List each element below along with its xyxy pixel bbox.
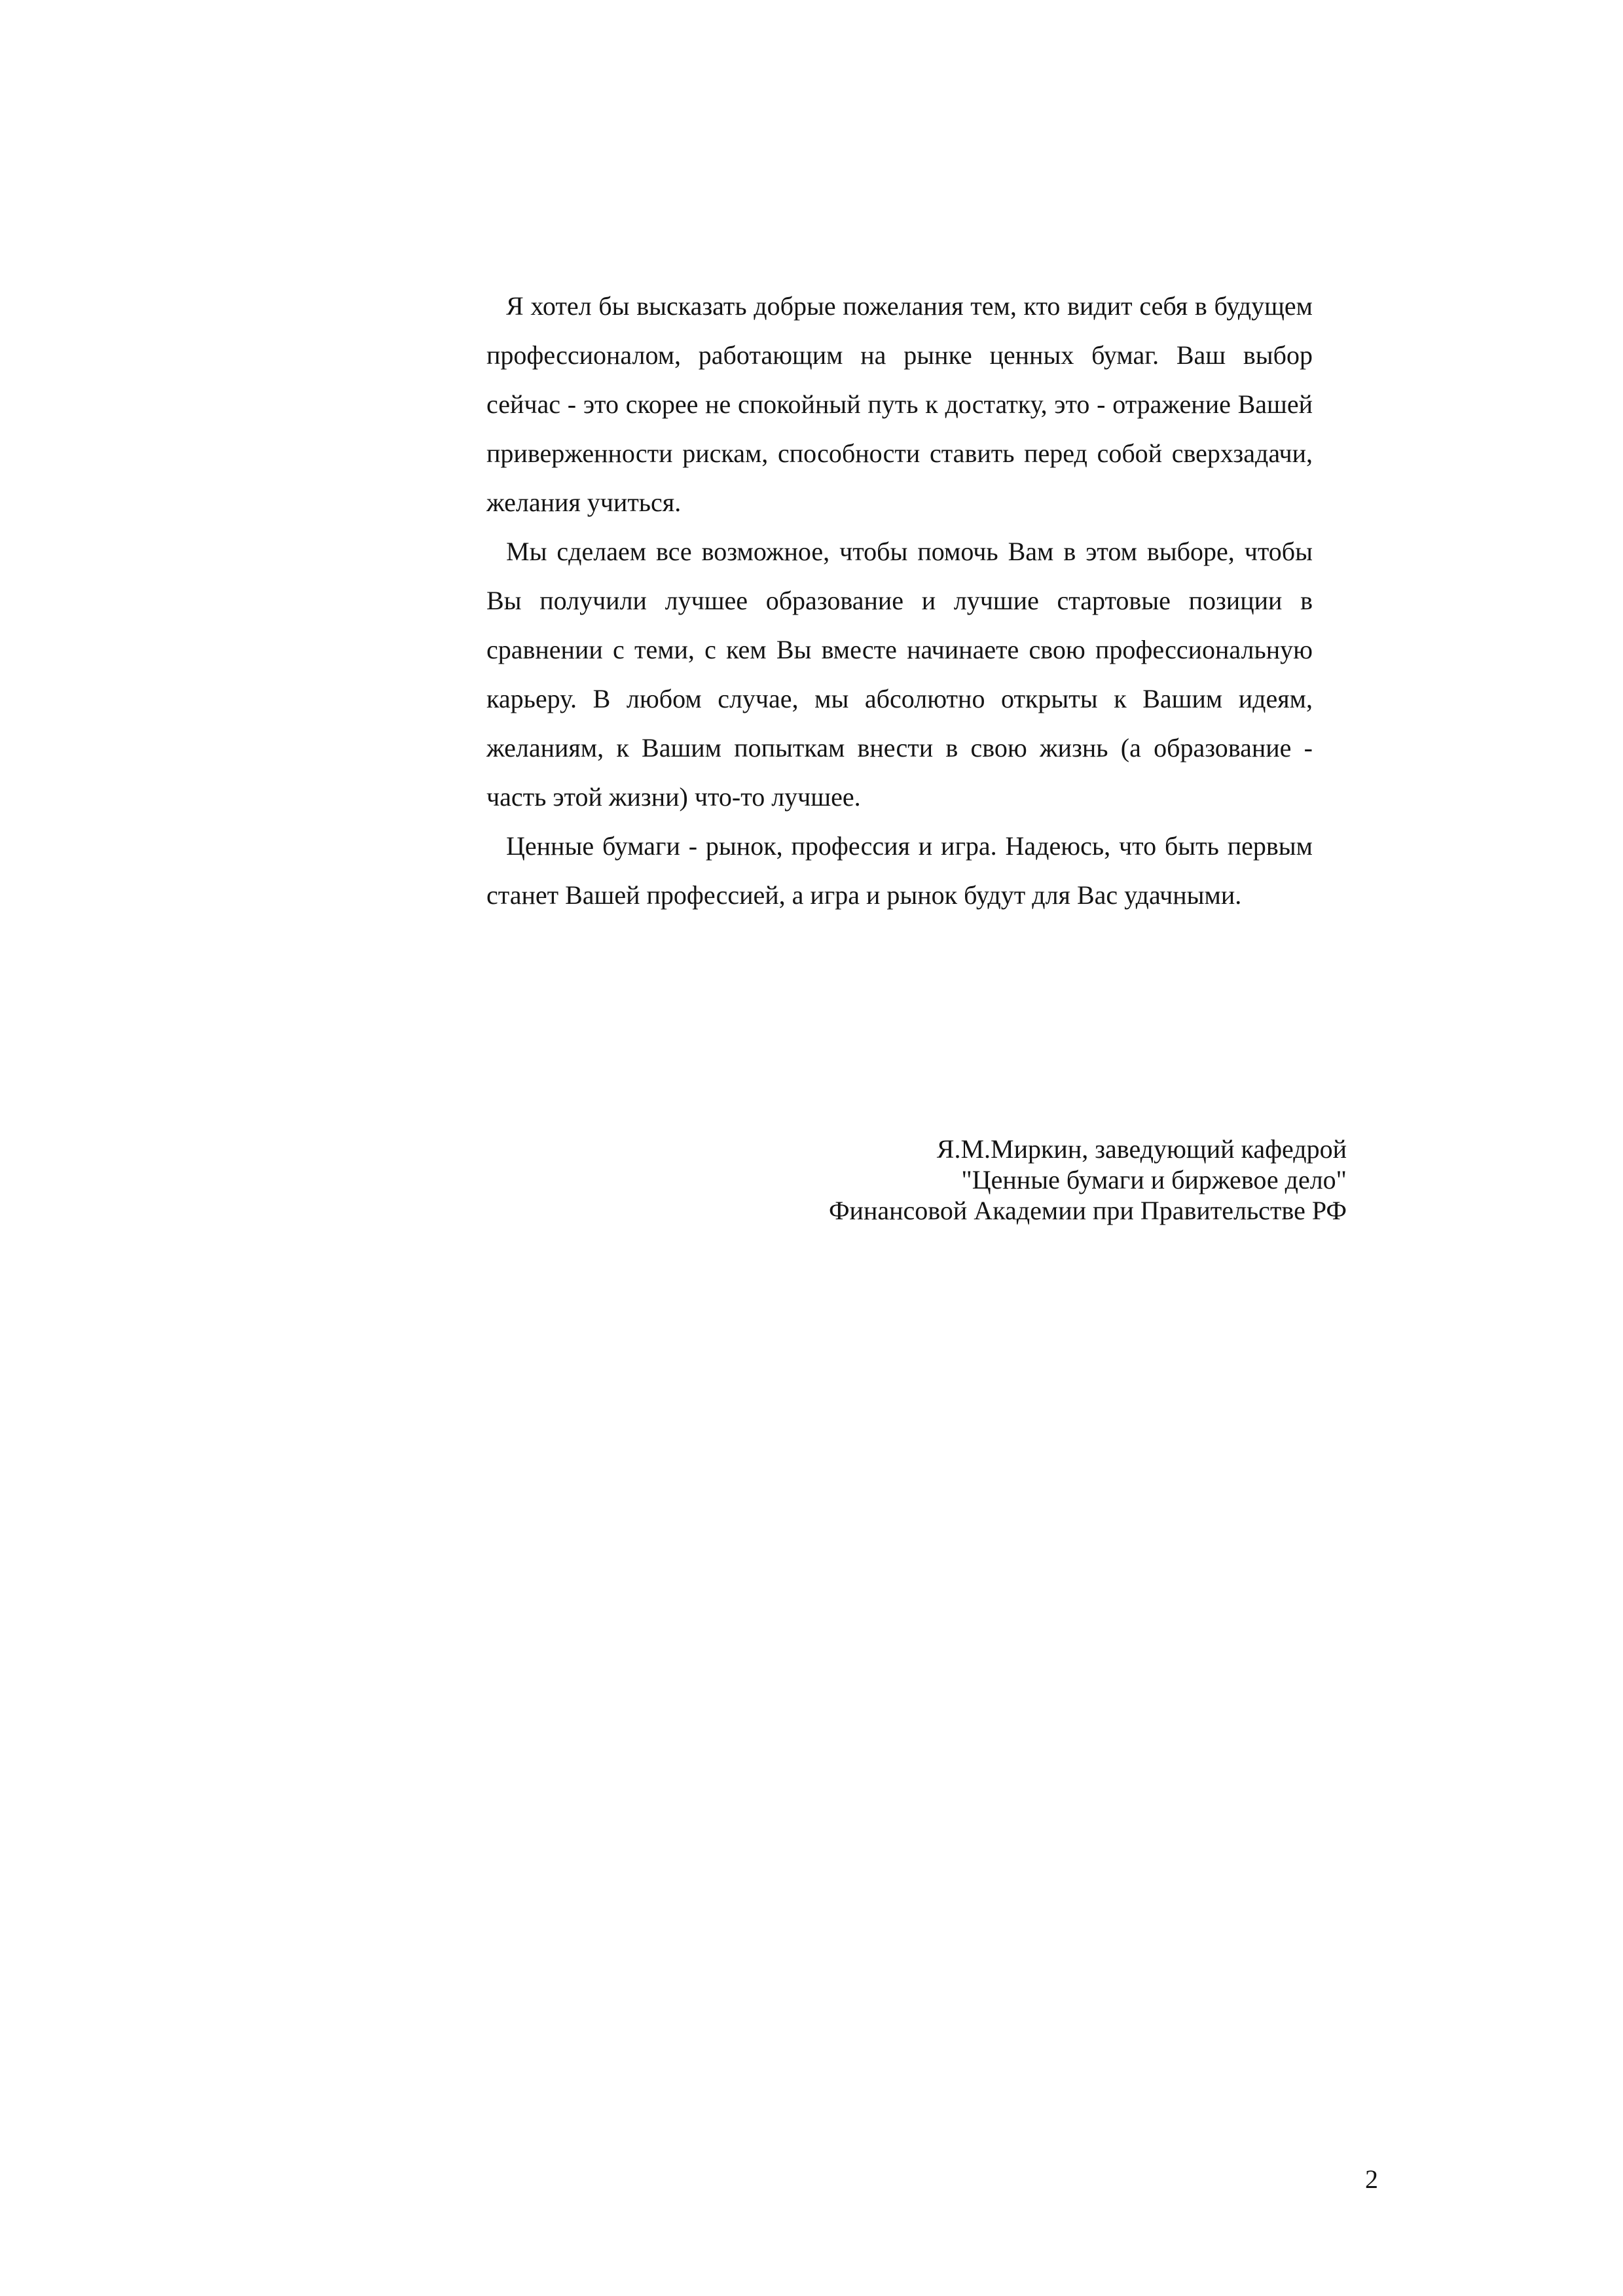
paragraph-wishes: Я хотел бы высказать добрые пожелания тем, кто видит себя в будущем профессионалом, работающим на рынке ценных бумаг. Ваш выбор сейчас - это скорее не спокойный путь к достатку, это - отражение Вашей приверженности рискам, способности ставить перед собой сверхзадачи, желания учиться.	[486, 291, 1313, 517]
body-text	[486, 281, 1313, 920]
paragraph-securities: Ценные бумаги - рынок, профессия и игра. Надеюсь, что быть первым станет Вашей профессией, а игра и рынок будут для Вас удачными.	[486, 831, 1313, 910]
signature-institution: Финансовой Академии при Правительстве РФ	[828, 1196, 1347, 1225]
signature-author: Я.М.Миркин, заведующий кафедрой	[936, 1134, 1347, 1164]
signature-department: "Ценные бумаги и биржевое дело"	[961, 1165, 1347, 1194]
paragraph-support: Мы сделаем все возможное, чтобы помочь Вам в этом выборе, чтобы Вы получили лучшее образование и лучшие стартовые позиции в сравнении с теми, с кем Вы вместе начинаете свою профессиональную карьеру. В любом случае, мы абсолютно открыты к Вашим идеям, желаниям, к Вашим попыткам внести в свою жизнь (а образование - часть этой жизни) что-то лучшее.	[486, 537, 1313, 812]
signature-block	[829, 1134, 1347, 1226]
page-number: 2	[1365, 2164, 1378, 2194]
